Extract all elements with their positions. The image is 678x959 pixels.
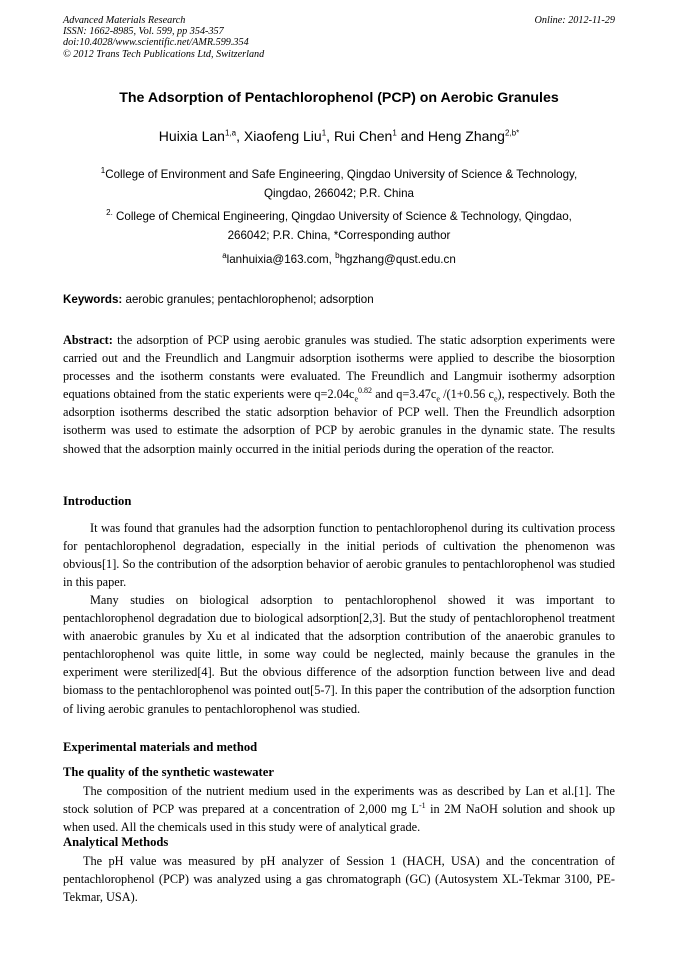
affiliation-2 xyxy=(70,207,608,245)
abstract-text: /(1+0.56 c xyxy=(439,387,494,402)
subsection-heading-analytical: Analytical Methods xyxy=(63,835,169,849)
abstract-text: and q=3.47c xyxy=(372,387,437,402)
affiliation-text: College of Environment and Safe Engineering, Qingdao University of Science & Technology, xyxy=(105,168,578,181)
email-separator: , xyxy=(328,253,336,266)
affiliation-mark: 2. xyxy=(106,208,113,218)
author-mark: 1,a xyxy=(224,128,237,138)
affiliation-text: Qingdao, 266042; P.R. China xyxy=(264,187,414,200)
subsection-heading-wastewater: The quality of the synthetic wastewater xyxy=(63,765,274,779)
journal-header xyxy=(63,15,264,60)
methods-heading: Experimental materials and method xyxy=(63,740,258,754)
email-mark: b xyxy=(335,251,340,261)
paragraph-superscript: -1 xyxy=(418,801,426,810)
affiliation-mark: 1 xyxy=(100,166,106,176)
author-name: Rui Chen xyxy=(333,128,393,144)
email-mark: a xyxy=(222,251,227,261)
abstract-subscript: e xyxy=(354,394,359,404)
introduction-heading: Introduction xyxy=(63,494,132,508)
author-name: Heng Zhang xyxy=(427,128,505,144)
keywords xyxy=(63,293,615,306)
online-date: Online: 2012-11-29 xyxy=(534,15,615,26)
author-list xyxy=(63,128,615,144)
author-name: Huixia Lan xyxy=(158,128,225,144)
wastewater-paragraph xyxy=(63,782,615,836)
author-separator: , xyxy=(326,128,334,144)
author-mark: 2,b* xyxy=(504,128,520,138)
abstract-superscript: 0.82 xyxy=(358,386,373,396)
email-a: lanhuixia@163.com xyxy=(226,253,329,266)
analytical-paragraph: The pH value was measured by pH analyzer of Session 1 (HACH, USA) and the concentration of pentachlorophenol (PCP) was analyzed using a gas chromatograph (GC) (Autosystem XL-Tekmar 3100, PE-Tekmar, USA). xyxy=(63,854,615,905)
author-mark: 1 xyxy=(392,128,397,138)
paragraph-text: The composition of the nutrient medium used in the experiments was as described by Lan et al.[1]. The stock solution of PCP was prepared at a concentration of 2,000 mg L xyxy=(63,784,615,817)
affiliation-1 xyxy=(70,165,608,203)
keywords-label: Keywords: xyxy=(63,293,123,306)
introduction-paragraph-1: It was found that granules had the adsorption function to pentachlorophenol during its cultivation process for pentachlorophenol degradation, especially in the initial periods of cultivation the phenomenon was obvious[1]. So the contribution of the adsorption behavior of aerobic granules to pentachlorophenol was studied in this paper. xyxy=(63,521,615,590)
paper-title: The Adsorption of Pentachlorophenol (PCP) on Aerobic Granules xyxy=(119,90,559,106)
journal-copyright: © 2012 Trans Tech Publications Ltd, Switzerland xyxy=(63,48,265,60)
abstract-subscript: e xyxy=(493,394,498,404)
abstract-subscript: e xyxy=(436,394,440,404)
introduction-paragraph-2: Many studies on biological adsorption to pentachlorophenol showed it was important to pentachlorophenol degradation due to biological adsorption[2,3]. But the study of pentachlorophenol treatment with anaerobic granules by Xu et al indicated that the adsorption contribution of the anaerobic granules to pentachlorophenol was quite little, in some way could be neglected, mainly because the granules in the experiment were sterilized[4]. But the obvious difference of the adsorption function between live and dead biomass to the pentachlorophenol was pointed out[5-7]. In this paper the contribution of the adsorption function of living aerobic granules to pentachlorophenol was studied. xyxy=(63,593,615,716)
abstract xyxy=(63,331,615,458)
author-name: Xiaofeng Liu xyxy=(243,128,322,144)
abstract-text: the adsorption of PCP using aerobic granules was studied. The static adsorption experiments were carried out and the Freundlich and Langmuir adsorption isotherms were applied to describe the biosorption processes and the isotherm constants were evaluated. The Freundlich and Langmuir isothermy adsorption equations obtained from the static experients were q=2.04c xyxy=(63,333,615,402)
author-separator: , xyxy=(236,128,244,144)
journal-issn: ISSN: 1662-8985, Vol. 599, pp 354-357 xyxy=(63,26,224,38)
journal-doi: doi:10.4028/www.scientific.net/AMR.599.354 xyxy=(63,37,249,49)
keywords-text: aerobic granules; pentachlorophenol; adsorption xyxy=(122,293,374,306)
author-mark: 1 xyxy=(321,128,327,138)
author-separator: and xyxy=(396,128,428,144)
email-b: hgzhang@qust.edu.cn xyxy=(339,253,456,266)
affiliation-text: 266042; P.R. China, *Corresponding author xyxy=(227,229,451,242)
journal-name: Advanced Materials Research xyxy=(63,15,186,26)
abstract-text: ), respectively. Both the adsorption isotherms described the static adsorption behavior of PCP well. Then the Freundlich adsorption isotherm was used to estimate the adsorption of PCP by aerobic granules in the dynamic state. The results showed that the adsorption mainly occurred in the initial periods during the operation of the reactor. xyxy=(63,387,616,456)
email-line xyxy=(70,250,608,269)
affiliation-text: College of Chemical Engineering, Qingdao University of Science & Technology, Qingdao, xyxy=(112,210,572,223)
paragraph-text: in 2M NaOH solution and shook up when used. All the chemicals used in this study were of analytical grade. xyxy=(63,802,616,835)
abstract-label: Abstract: xyxy=(63,333,113,347)
